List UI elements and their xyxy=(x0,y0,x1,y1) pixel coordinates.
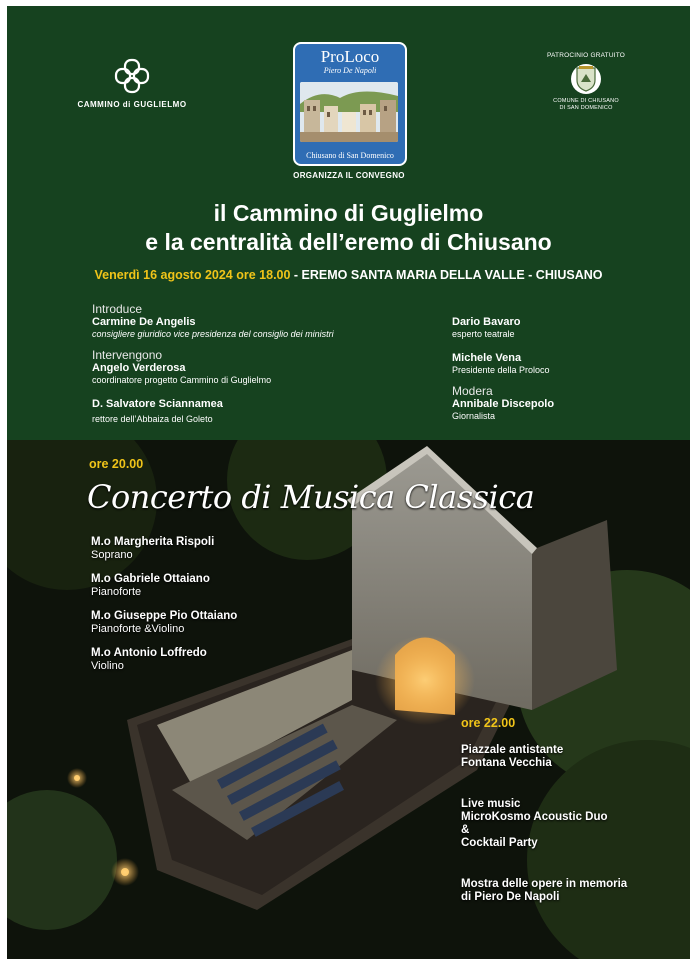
patronage-block xyxy=(543,52,629,112)
exhibit-line: di Piero De Napoli xyxy=(461,891,560,903)
municipality-crest-icon xyxy=(571,64,601,94)
music-line: Live music xyxy=(461,798,521,810)
speaker-role: coordinatore progetto Cammino di Guglielmo xyxy=(92,375,272,385)
municipality-name-line1: COMUNE DI CHIUSANO xyxy=(553,98,619,104)
musician-item xyxy=(91,573,237,599)
exhibit-line: Mostra delle opere in memoria xyxy=(461,878,628,890)
intervengono-label: Intervengono xyxy=(92,348,163,362)
speaker-name: Michele Vena xyxy=(452,352,522,364)
concert-title: Concerto di Musica Classica xyxy=(87,478,535,516)
introducer-name: Carmine De Angelis xyxy=(92,316,196,328)
speaker-role: rettore dell’Abbaiza del Goleto xyxy=(92,414,213,424)
event-poster xyxy=(7,6,690,959)
musician-name: M.o Margherita Rispoli xyxy=(91,536,215,548)
event-place: - EREMO SANTA MARIA DELLA VALLE - CHIUSANO xyxy=(290,268,603,282)
speaker-name: D. Salvatore Sciannamea xyxy=(92,398,223,410)
musician-instrument: Pianoforte &Violino xyxy=(91,623,185,635)
patronage-label: PATROCINIO GRATUITO xyxy=(546,52,626,59)
music-line: & xyxy=(461,824,470,836)
speaker-role: esperto teatrale xyxy=(452,329,515,339)
cammino-logo xyxy=(77,58,187,109)
municipality-name-line2: DI SAN DOMENICO xyxy=(559,105,613,111)
introducer-role: consigliere giuridico vice presidenza del consiglio dei ministri xyxy=(92,329,334,339)
evening-time: ore 22.00 xyxy=(461,716,516,730)
modera-label: Modera xyxy=(452,384,493,398)
proloco-painting xyxy=(300,82,398,142)
musician-list xyxy=(91,536,237,684)
moderator-role: Giornalista xyxy=(452,411,496,421)
event-title-line2: e la centralità dell’eremo di Chiusano xyxy=(145,229,552,255)
proloco-logo xyxy=(293,42,407,166)
speakers-right-column xyxy=(452,316,652,430)
musician-name: M.o Antonio Loffredo xyxy=(91,647,207,659)
musician-name: M.o Giuseppe Pio Ottaiano xyxy=(91,610,238,622)
concert-time: ore 20.00 xyxy=(89,457,144,471)
musician-item xyxy=(91,647,237,673)
cammino-logo-name: CAMMINO di GUGLIELMO xyxy=(77,100,187,109)
moderator-name: Annibale Discepolo xyxy=(452,398,555,410)
musician-item xyxy=(91,536,237,562)
event-dateline xyxy=(7,268,690,282)
speakers-left-column xyxy=(92,302,432,433)
exhibit-block xyxy=(461,878,627,904)
speaker-name: Angelo Verderosa xyxy=(92,362,186,374)
proloco-title: ProLoco xyxy=(320,47,380,66)
music-line: Cocktail Party xyxy=(461,837,538,849)
musician-item xyxy=(91,610,237,636)
proloco-footer: Chiusano di San Domenico xyxy=(306,151,394,160)
night-photo-section xyxy=(7,440,690,959)
musician-instrument: Pianoforte xyxy=(91,586,142,598)
introduce-label: Introduce xyxy=(92,302,143,316)
speaker-name: Dario Bavaro xyxy=(452,316,521,328)
evening-program xyxy=(461,716,627,904)
knot-logo-icon xyxy=(114,58,150,94)
organizer-caption: ORGANIZZA IL CONVEGNO xyxy=(293,171,405,180)
event-title-line1: il Cammino di Guglielmo xyxy=(213,200,484,226)
location-line: Piazzale antistante xyxy=(461,744,564,756)
poster-header xyxy=(7,6,690,440)
live-music-block xyxy=(461,798,627,850)
musician-instrument: Soprano xyxy=(91,549,133,561)
event-date: Venerdì 16 agosto 2024 ore 18.00 xyxy=(94,268,291,282)
event-title xyxy=(7,199,690,257)
evening-location xyxy=(461,744,627,770)
musician-name: M.o Gabriele Ottaiano xyxy=(91,573,210,585)
music-line: MicroKosmo Acoustic Duo xyxy=(461,811,608,823)
location-line: Fontana Vecchia xyxy=(461,757,552,769)
speaker-role: Presidente della Proloco xyxy=(452,365,550,375)
musician-instrument: Violino xyxy=(91,660,124,672)
proloco-subtitle: Piero De Napoli xyxy=(323,66,377,75)
